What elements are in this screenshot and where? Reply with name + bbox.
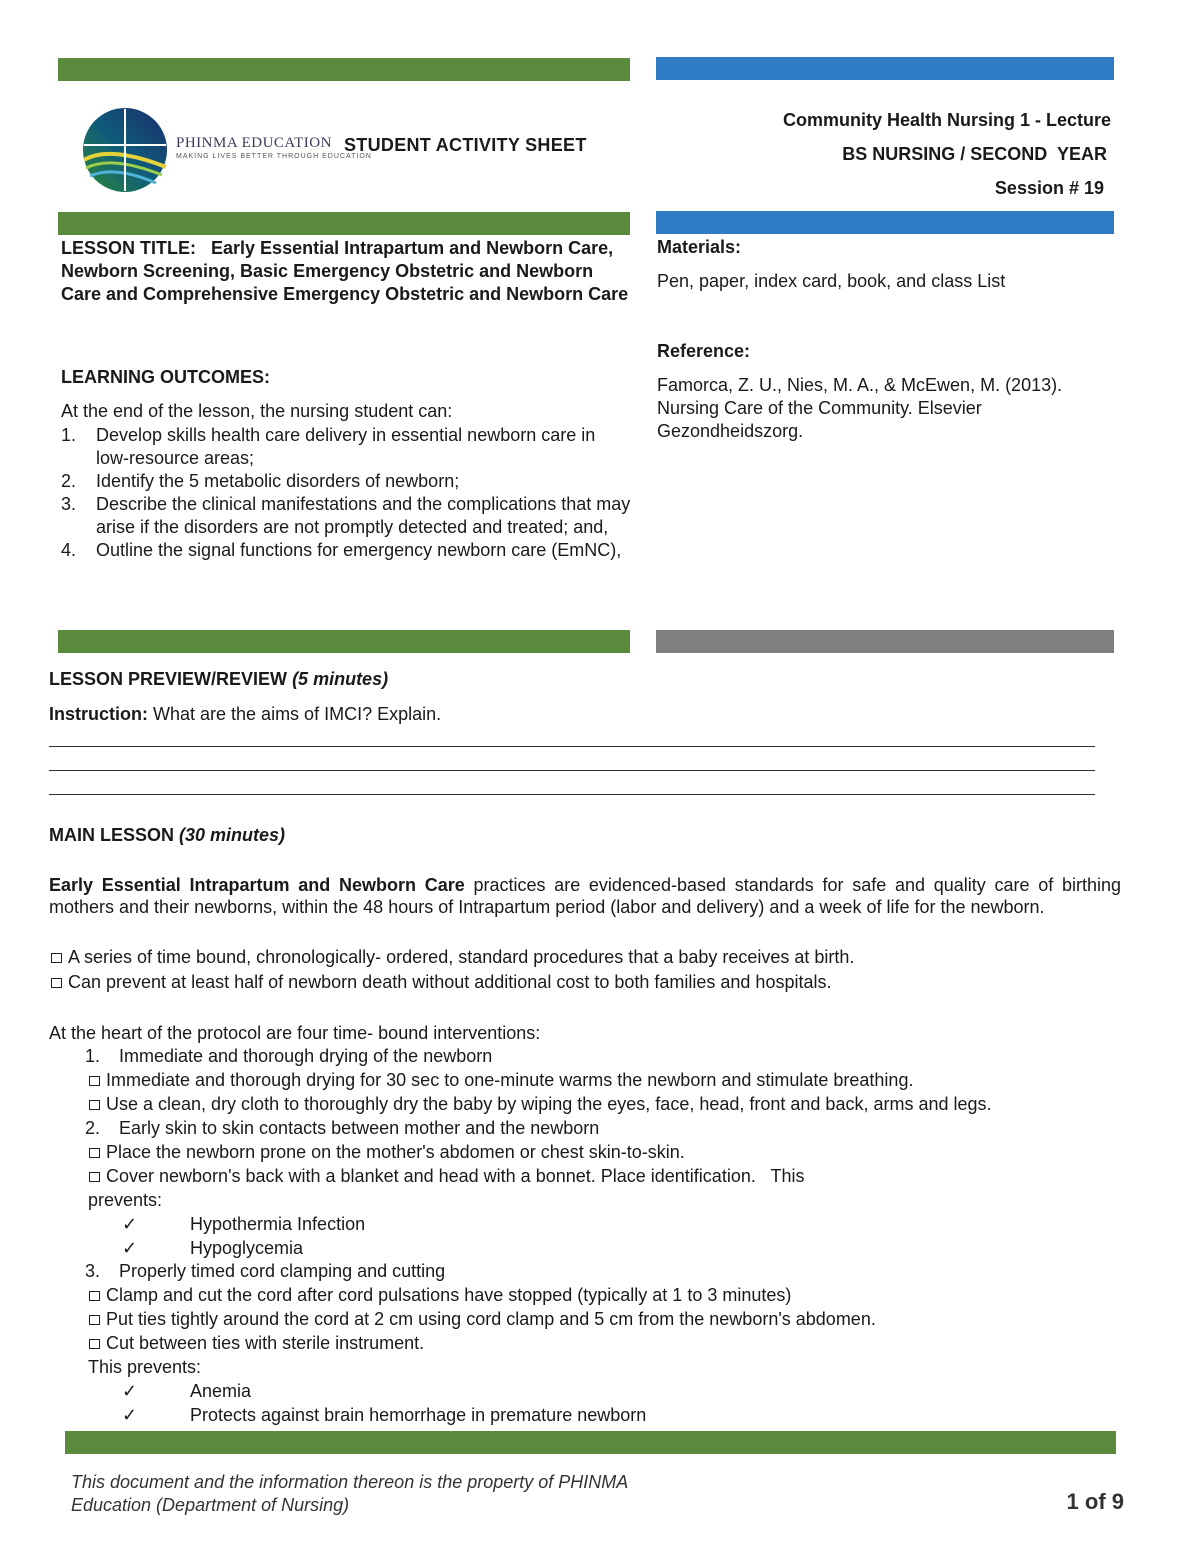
phinma-logo-icon (80, 105, 170, 195)
check-item (122, 1237, 303, 1260)
bullet-text: Cover newborn's back with a blanket and head with a bonnet. Place identification. This (106, 1166, 805, 1186)
header-bar-left (58, 58, 630, 81)
section-bar-right (656, 211, 1114, 234)
item-number: 2. (85, 1118, 101, 1138)
bullet-text: Put ties tightly around the cord at 2 cm using cord clamp and 5 cm from the newborn's abdomen. (106, 1309, 876, 1329)
item-number: 1. (85, 1046, 101, 1066)
checkmark-icon: ✓ (122, 1381, 138, 1401)
materials-heading: Materials: (657, 237, 742, 257)
check-text: Hypoglycemia (190, 1238, 304, 1258)
answer-line[interactable] (49, 794, 1095, 795)
lesson-title (61, 237, 633, 306)
check-item (122, 1380, 251, 1403)
reference-text: Famorca, Z. U., Nies, M. A., & McEwen, M. (2013). Nursing Care of the Community. Elsevier Gezondheidszorg. (657, 375, 1063, 441)
lesson-title-text: Early Essential Intrapartum and Newborn Care, Newborn Screening, Basic Emergency Obstetric and Newborn Care and Comprehensive Emergency Obstetric and Newborn Care (61, 238, 629, 304)
outcomes-list (61, 424, 631, 562)
heart-of-protocol: At the heart of the protocol are four time- bound interventions: (49, 1023, 541, 1043)
intervention-item-2 (85, 1117, 599, 1140)
answer-line[interactable] (49, 770, 1095, 771)
prevents-label: prevents: (88, 1190, 163, 1210)
program-year: BS NURSING / SECOND YEAR (842, 144, 1107, 164)
checkmark-icon: ✓ (122, 1238, 138, 1258)
outcomes-intro: At the end of the lesson, the nursing student can: (61, 401, 453, 421)
outcome-number: 2. (61, 471, 77, 491)
check-text: Hypothermia Infection (190, 1214, 366, 1234)
square-bullet-icon (89, 1315, 100, 1325)
answer-line[interactable] (49, 746, 1095, 747)
this-prevents-label: This prevents: (88, 1357, 202, 1377)
intro-bullet-text: A series of time bound, chronologically- ordered, standard procedures that a baby receives at birth. (68, 947, 855, 967)
materials-text: Pen, paper, index card, book, and class List (657, 271, 1006, 291)
item-text: Early skin to skin contacts between mother and the newborn (119, 1118, 600, 1138)
square-bullet-icon (89, 1100, 100, 1110)
lesson-preview-heading (49, 668, 388, 691)
section-bar-left-bottom (58, 630, 630, 653)
outcome-number: 3. (61, 494, 77, 514)
item-text: Properly timed cord clamping and cutting (119, 1261, 446, 1281)
section-bar-left (58, 212, 630, 235)
reference-heading: Reference: (657, 341, 751, 361)
preview-duration: (5 minutes) (292, 669, 389, 689)
main-lesson-heading (49, 824, 285, 847)
checkmark-icon: ✓ (122, 1405, 138, 1425)
check-text: Anemia (190, 1381, 252, 1401)
main-intro-paragraph (49, 874, 1121, 918)
intro-bold: Early Essential Intrapartum and Newborn Care (49, 875, 465, 895)
intervention-bullet (89, 1165, 805, 1188)
item-number: 3. (85, 1261, 101, 1281)
outcome-text: Develop skills health care delivery in essential newborn care in low-resource areas; (96, 425, 596, 468)
outcome-number: 4. (61, 540, 77, 560)
outcome-text: Identify the 5 metabolic disorders of newborn; (96, 471, 460, 491)
outcome-item (61, 470, 631, 493)
intervention-bullet (89, 1141, 685, 1164)
main-heading-text: MAIN LESSON (49, 825, 175, 845)
check-text: Protects against brain hemorrhage in premature newborn (190, 1405, 647, 1425)
intervention-bullet (89, 1093, 992, 1116)
outcome-text: Outline the signal functions for emergency newborn care (EmNC), (96, 540, 622, 560)
item-text: Immediate and thorough drying of the newborn (119, 1046, 493, 1066)
section-bar-right-bottom (656, 630, 1114, 653)
bullet-text: Use a clean, dry cloth to thoroughly dry the baby by wiping the eyes, face, head, front and back, arms and legs. (106, 1094, 992, 1114)
page-number: 1 of 9 (1066, 1489, 1124, 1514)
intervention-bullet (89, 1332, 424, 1355)
intervention-bullet (89, 1069, 913, 1092)
intro-bullet-text: Can prevent at least half of newborn death without additional cost to both families and hospitals. (68, 972, 832, 992)
preview-instruction (49, 703, 441, 726)
intro-bullet (51, 971, 831, 994)
checkmark-icon: ✓ (122, 1214, 138, 1234)
square-bullet-icon (51, 978, 62, 988)
main-duration: (30 minutes) (179, 825, 286, 845)
bullet-text: Immediate and thorough drying for 30 sec to one-minute warms the newborn and stimulate breathing. (106, 1070, 914, 1090)
outcome-number: 1. (61, 425, 77, 445)
bullet-text: Clamp and cut the cord after cord pulsations have stopped (typically at 1 to 3 minutes) (106, 1285, 792, 1305)
intervention-item-3 (85, 1260, 445, 1283)
square-bullet-icon (89, 1076, 100, 1086)
square-bullet-icon (89, 1172, 100, 1182)
header-bar-right (656, 57, 1114, 80)
square-bullet-icon (89, 1148, 100, 1158)
lesson-title-label: LESSON TITLE: (61, 238, 196, 258)
intervention-bullet (89, 1284, 791, 1307)
sheet-label: STUDENT ACTIVITY SHEET (344, 135, 587, 155)
square-bullet-icon (89, 1339, 100, 1349)
intro-bullet (51, 946, 854, 969)
phinma-logo (80, 105, 372, 197)
square-bullet-icon (51, 953, 62, 963)
check-item (122, 1213, 365, 1236)
learning-outcomes-heading: LEARNING OUTCOMES: (61, 367, 270, 387)
bullet-text: Cut between ties with sterile instrument. (106, 1333, 425, 1353)
intro-rest: practices are evidenced-based standards for safe and quality care of birthing mothers and their newborns, within the 48 hours of Intrapartum period (labor and delivery) and a week of life for the newborn. (49, 875, 1121, 917)
logo-tagline: MAKING LIVES BETTER THROUGH EDUCATION (176, 153, 372, 160)
square-bullet-icon (89, 1291, 100, 1301)
logo-text: PHINMA EDUCATION (176, 135, 332, 151)
session-number: Session # 19 (994, 178, 1104, 198)
instruction-label: Instruction: (49, 704, 148, 724)
instruction-text: What are the aims of IMCI? Explain. (148, 704, 442, 724)
preview-heading-text: LESSON PREVIEW/REVIEW (49, 669, 288, 689)
course-title: Community Health Nursing 1 - Lecture (782, 110, 1111, 130)
intervention-bullet (89, 1308, 876, 1331)
check-item (122, 1404, 646, 1427)
outcome-item (61, 424, 631, 470)
outcome-text: Describe the clinical manifestations and the complications that may arise if the disorders are not promptly detected and treated; and, (96, 494, 631, 537)
outcome-item (61, 493, 631, 539)
footer-disclaimer: This document and the information thereon is the property of PHINMA Education (Department of Nursing) (71, 1472, 628, 1515)
bullet-text: Place the newborn prone on the mother's abdomen or chest skin-to-skin. (106, 1142, 685, 1162)
footer-bar (65, 1431, 1116, 1454)
outcome-item (61, 539, 631, 562)
intervention-item-1 (85, 1045, 492, 1068)
